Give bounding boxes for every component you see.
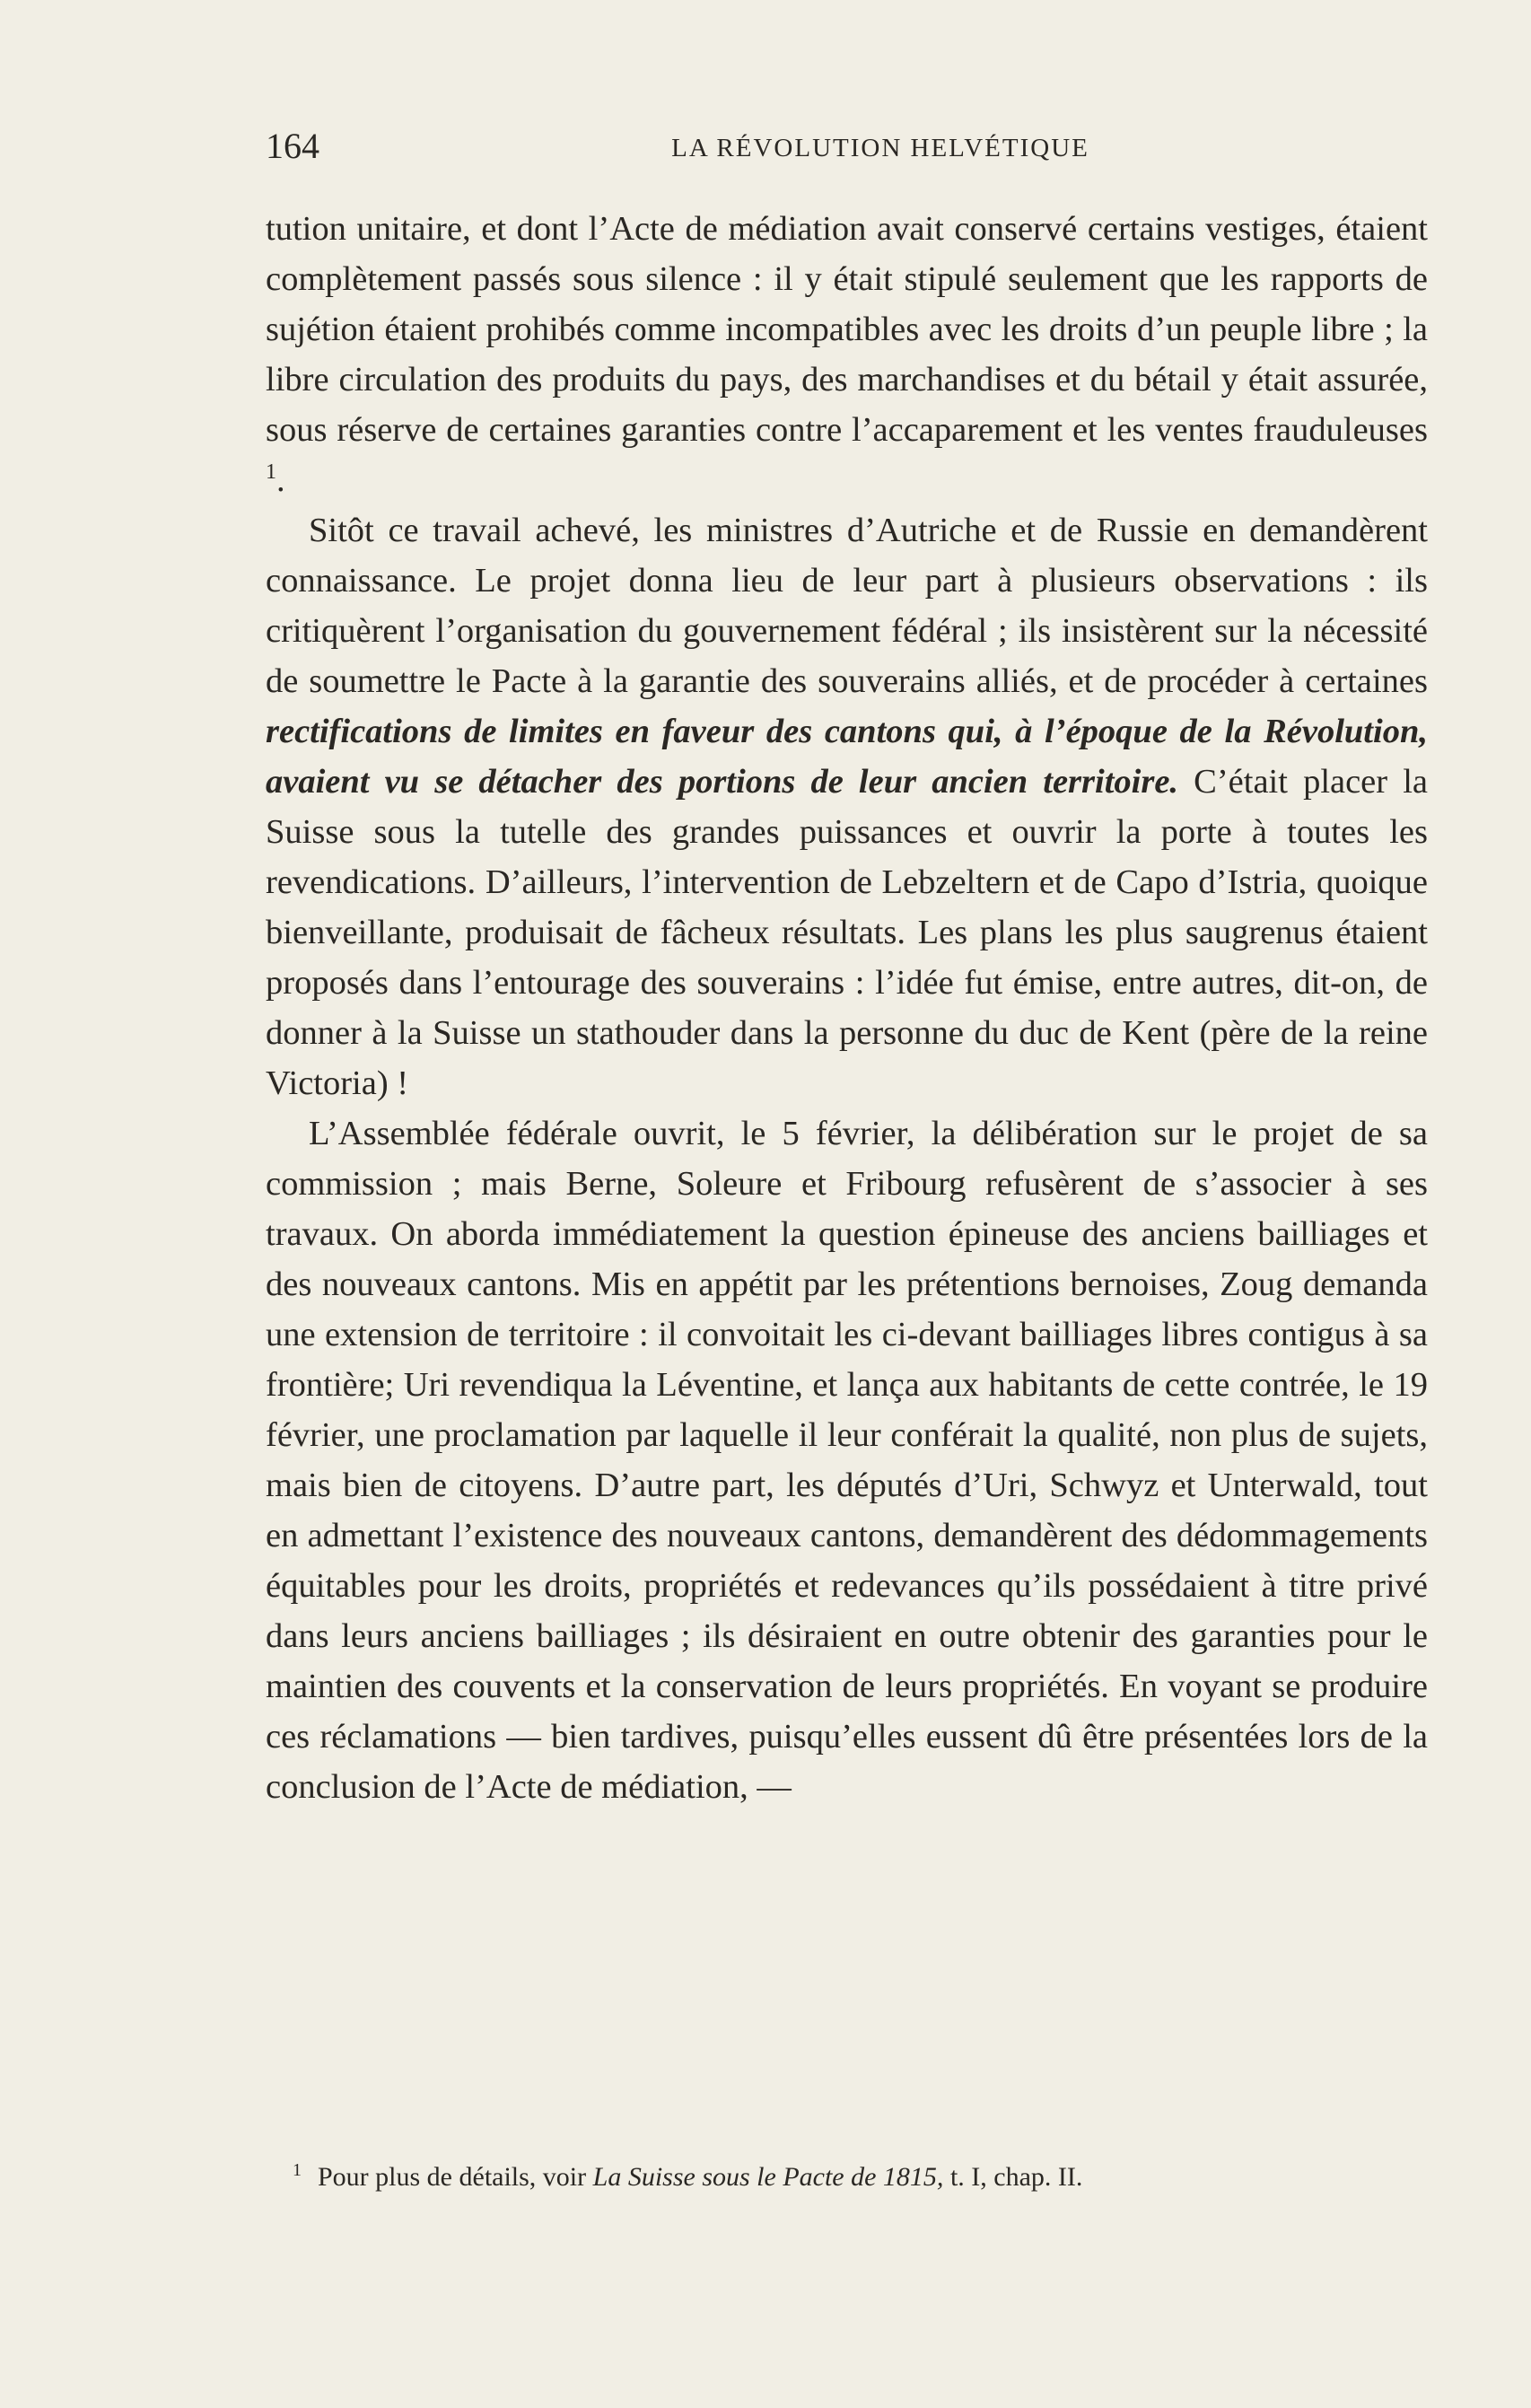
footnote-text: Pour plus de détails, voir: [318, 2162, 593, 2192]
paragraph-2: [266, 505, 1428, 1108]
paragraph-text: Sitôt ce travail achevé, les ministres d’Autriche et de Russie en demandèrent connaissance. Le projet donna lieu de leur part à plusieurs observations : ils critiquèrent l’organisation du gouvernement fédéral ; ils insistèrent sur la nécessité de soumettre le Pacte à la garantie des souverains alliés, et de procéder à certaines: [266, 512, 1428, 700]
footnote-book-title: La Suisse sous le Pacte de 1815,: [592, 2162, 944, 2192]
body-text: [266, 204, 1428, 1812]
footnote-text: t. I, chap. II.: [943, 2162, 1083, 2192]
paragraph-text: C’était placer la Suisse sous la tutelle des grandes puissances et ouvrir la porte à toutes les revendications. D’ailleurs, l’intervention de Lebzeltern et de Capo d’Istria, quoique bienveillante, produisait de fâcheux résultats. Les plans les plus saugrenus étaient proposés dans l’entourage des souverains : l’idée fut émise, entre autres, dit-on, de donner à la Suisse un stathouder dans la personne du duc de Kent (père de la reine Victoria) !: [266, 763, 1428, 1102]
footnote: [293, 2159, 1423, 2195]
footnote-mark: 1: [293, 2160, 302, 2180]
running-title: LA RÉVOLUTION HELVÉTIQUE: [671, 134, 1089, 162]
paragraph-text: L’Assemblée fédérale ouvrit, le 5 février, la délibération sur le projet de sa commission ; mais Berne, Soleure et Fribourg refusèrent de s’associer à ses travaux. On aborda immédiatement la question épineuse des anciens bailliages et des nouveaux cantons. Mis en appétit par les prétentions bernoises, Zoug demanda une extension de territoire : il convoitait les ci-devant bailliages libres contigus à sa frontière; Uri revendiqua la Léventine, et lança aux habitants de cette contrée, le 19 février, une proclamation par laquelle il leur conférait la qualité, non plus de sujets, mais bien de citoyens. D’autre part, les députés d’Uri, Schwyz et Unterwald, tout en admettant l’existence des nouveaux cantons, demandèrent des dédommagements équitables pour les droits, propriétés et redevances qu’ils possédaient à titre privé dans leurs anciens bailliages ; ils désiraient en outre obtenir des garanties pour le maintien des couvents et la conservation de leurs propriétés. En voyant se produire ces réclamations — bien tardives, puisqu’elles eussent dû être présentées lors de la conclusion de l’Acte de médiation, —: [266, 1115, 1428, 1806]
paragraph-1: [266, 204, 1428, 505]
footnote-reference: 1: [266, 460, 276, 485]
paragraph-text: .: [276, 461, 285, 499]
page-number: 164: [266, 126, 319, 166]
italic-quotation: rectifications de limites en faveur des cantons qui, à l’époque de la Révolution, avaient vu se détacher des portions de leur ancien territoire.: [266, 713, 1428, 801]
paragraph-3: [266, 1108, 1428, 1812]
page-header: [266, 124, 1423, 169]
paragraph-text: tution unitaire, et dont l’Acte de médiation avait conservé certains vestiges, étaient complètement passés sous silence : il y était stipulé seulement que les rapports de sujétion étaient prohibés comme incompatibles avec les droits d’un peuple libre ; la libre circulation des produits du pays, des marchandises et du bétail y était assurée, sous réserve de certaines garanties contre l’accaparement et les ventes frauduleuses: [266, 210, 1428, 449]
